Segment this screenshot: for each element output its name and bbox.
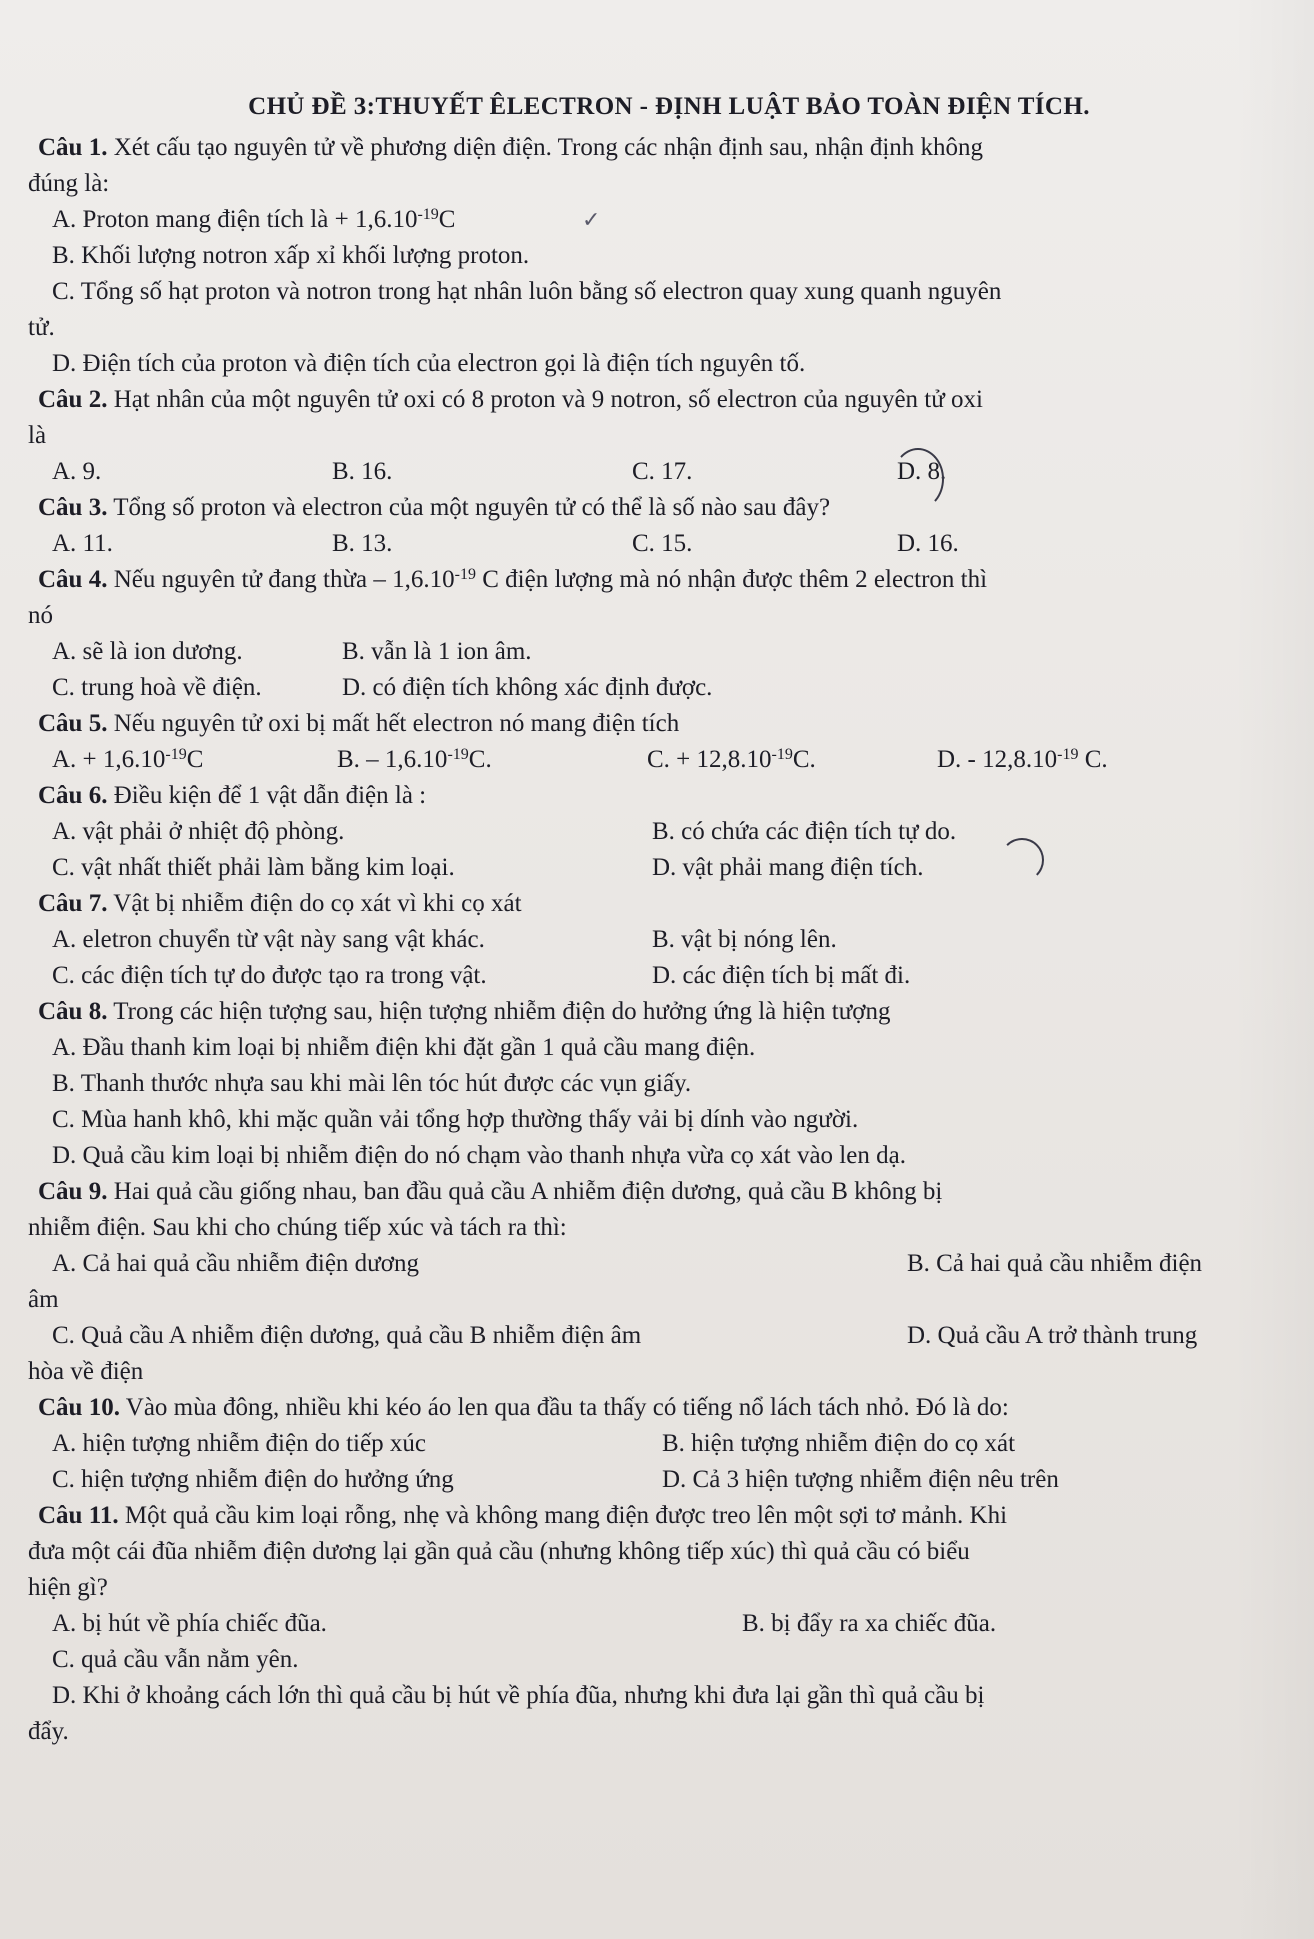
option-a: A. bị hút về phía chiếc đũa. <box>52 1610 327 1637</box>
question-stem: Câu 7. Vật bị nhiễm điện do cọ xát vì khi cọ xát <box>38 890 522 917</box>
question-stem-cont: là <box>28 422 47 449</box>
option-d: D. Điện tích của proton và điện tích của electron gọi là điện tích nguyên tố. <box>52 350 806 377</box>
options-row <box>52 1246 1290 1282</box>
options-row <box>52 958 1290 994</box>
option-b: B. – $1,6.10^{-19}C$. <box>337 746 492 773</box>
question-2 <box>28 382 1290 490</box>
question-stem: Câu 3. Tổng số proton và electron của một nguyên tử có thể là số nào sau đây? <box>38 494 831 521</box>
question-8 <box>28 994 1290 1174</box>
option-a: A. Proton mang điện tích là + $1,6.10^{-19}C$ <box>52 206 456 233</box>
options-row <box>52 1462 1290 1498</box>
question-stem: Câu 11. Một quả cầu kim loại rỗng, nhẹ và không mang điện được treo lên một sợi tơ mảnh. Khi <box>38 1502 1008 1529</box>
options-row <box>52 1426 1290 1462</box>
question-11 <box>28 1498 1290 1750</box>
option-b: B. Khối lượng notron xấp xỉ khối lượng proton. <box>52 242 530 269</box>
option-a: A. vật phải ở nhiệt độ phòng. <box>52 818 345 845</box>
answer-circle-mark <box>1000 838 1044 882</box>
question-9 <box>28 1174 1290 1390</box>
question-stem: Câu 10. Vào mùa đông, nhiều khi kéo áo len qua đầu ta thấy có tiếng nổ lách tách nhỏ. Đó là do: <box>38 1394 1009 1421</box>
options-row <box>52 1606 1290 1642</box>
option-a: A. eletron chuyển từ vật này sang vật khác. <box>52 926 485 953</box>
option-c: C. các điện tích tự do được tạo ra trong vật. <box>52 962 487 989</box>
option-d-cont: đẩy. <box>28 1718 69 1745</box>
option-b-cont: âm <box>28 1286 59 1313</box>
option-d: D. Quả cầu A trở thành trung <box>907 1322 1198 1349</box>
question-stem: Câu 6. Điều kiện để 1 vật dẫn điện là : <box>38 782 427 809</box>
option-b: B. hiện tượng nhiễm điện do cọ xát <box>662 1430 1016 1457</box>
answer-circle-mark <box>892 448 947 510</box>
option-c: C. 15. <box>632 530 693 557</box>
option-c: C. + $12,8.10^{-19}C$. <box>647 746 816 773</box>
option-a: A. + $1,6.10^{-19}C$ <box>52 746 204 773</box>
option-a: A. hiện tượng nhiễm điện do tiếp xúc <box>52 1430 426 1457</box>
option-d: D. 8. <box>897 458 947 485</box>
options-row <box>52 670 1290 706</box>
option-c: C. Quả cầu A nhiễm điện dương, quả cầu B nhiễm điện âm <box>52 1322 642 1349</box>
option-c: C. 17. <box>632 458 693 485</box>
question-stem: Câu 2. Hạt nhân của một nguyên tử oxi có 8 proton và 9 notron, số electron của nguyên tử oxi <box>38 386 983 413</box>
options-row <box>52 922 1290 958</box>
question-10 <box>28 1390 1290 1498</box>
option-b: B. vẫn là 1 ion âm. <box>342 638 532 665</box>
question-7 <box>28 886 1290 994</box>
option-b: B. 16. <box>332 458 393 485</box>
question-stem: Câu 8. Trong các hiện tượng sau, hiện tượng nhiễm điện do hưởng ứng là hiện tượng <box>38 998 891 1025</box>
options-row <box>52 1318 1290 1354</box>
option-c: C. Tổng số hạt proton và notron trong hạt nhân luôn bằng số electron quay xung quanh nguyên <box>52 278 1002 305</box>
option-c: C. Mùa hanh khô, khi mặc quần vải tổng hợp thường thấy vải bị dính vào người. <box>52 1106 859 1133</box>
question-stem-cont: hiện gì? <box>28 1574 108 1601</box>
question-6 <box>28 778 1290 886</box>
option-b: B. có chứa các điện tích tự do. <box>652 818 957 845</box>
question-stem: Câu 5. Nếu nguyên tử oxi bị mất hết electron nó mang điện tích <box>38 710 680 737</box>
option-c: C. quả cầu vẫn nằm yên. <box>52 1646 299 1673</box>
question-5 <box>28 706 1290 778</box>
question-stem: Câu 1. Xét cấu tạo nguyên tử về phương diện điện. Trong các nhận định sau, nhận định không <box>38 134 984 161</box>
question-3 <box>28 490 1290 562</box>
options-row <box>52 526 1290 562</box>
options-row <box>52 814 1290 850</box>
question-1 <box>28 130 1290 382</box>
check-mark: ✓ <box>582 207 601 232</box>
option-d: D. Quả cầu kim loại bị nhiễm điện do nó chạm vào thanh nhựa vừa cọ xát vào len dạ. <box>52 1142 906 1169</box>
worksheet-title: CHỦ ĐỀ 3:THUYẾT ÊLECTRON - ĐỊNH LUẬT BẢO TOÀN ĐIỆN TÍCH. <box>248 93 1090 120</box>
options-row <box>52 634 1290 670</box>
option-d: D. các điện tích bị mất đi. <box>652 962 911 989</box>
option-b: B. Cả hai quả cầu nhiễm điện <box>907 1250 1203 1277</box>
question-stem-cont: nó <box>28 602 53 629</box>
option-d: D. 16. <box>897 530 959 557</box>
question-stem-cont: đúng là: <box>28 170 110 197</box>
option-c: C. trung hoà về điện. <box>52 674 262 701</box>
question-4 <box>28 562 1290 706</box>
question-stem-cont: đưa một cái đũa nhiễm điện dương lại gần quả cầu (nhưng không tiếp xúc) thì quả cầu có biểu <box>28 1538 970 1565</box>
option-a: A. Cả hai quả cầu nhiễm điện dương <box>52 1250 419 1277</box>
option-d: D. - $12,8.10^{-19}$ C. <box>937 746 1108 773</box>
option-d: D. Cả 3 hiện tượng nhiễm điện nêu trên <box>662 1466 1059 1493</box>
option-b: B. 13. <box>332 530 393 557</box>
option-a: A. Đầu thanh kim loại bị nhiễm điện khi đặt gần 1 quả cầu mang điện. <box>52 1034 756 1061</box>
option-b: B. vật bị nóng lên. <box>652 926 837 953</box>
option-c: C. vật nhất thiết phải làm bằng kim loại. <box>52 854 455 881</box>
options-row <box>52 454 1290 490</box>
option-a: A. 11. <box>52 530 113 557</box>
option-d: D. vật phải mang điện tích. <box>652 854 924 881</box>
option-d-cont: hòa về điện <box>28 1358 144 1385</box>
option-c-cont: tử. <box>28 314 55 341</box>
question-stem-cont: nhiễm điện. Sau khi cho chúng tiếp xúc và tách ra thì: <box>28 1214 567 1241</box>
worksheet <box>28 88 1290 1750</box>
option-b: B. bị đẩy ra xa chiếc đũa. <box>742 1610 997 1637</box>
question-stem: Câu 4. Nếu nguyên tử đang thừa – $1,6.10^{-19}$ C điện lượng mà nó nhận được thêm 2 electron thì <box>38 566 988 593</box>
option-d: D. Khi ở khoảng cách lớn thì quả cầu bị hút về phía đũa, nhưng khi đưa lại gần thì quả cầu bị <box>52 1682 985 1709</box>
option-b: B. Thanh thước nhựa sau khi mài lên tóc hút được các vụn giấy. <box>52 1070 692 1097</box>
option-a: A. sẽ là ion dương. <box>52 638 243 665</box>
question-stem: Câu 9. Hai quả cầu giống nhau, ban đầu quả cầu A nhiễm điện dương, quả cầu B không bị <box>38 1178 943 1205</box>
options-row <box>52 850 1290 886</box>
options-row <box>52 742 1290 778</box>
option-a: A. 9. <box>52 458 102 485</box>
option-c: C. hiện tượng nhiễm điện do hưởng ứng <box>52 1466 454 1493</box>
option-d: D. có điện tích không xác định được. <box>342 674 713 701</box>
